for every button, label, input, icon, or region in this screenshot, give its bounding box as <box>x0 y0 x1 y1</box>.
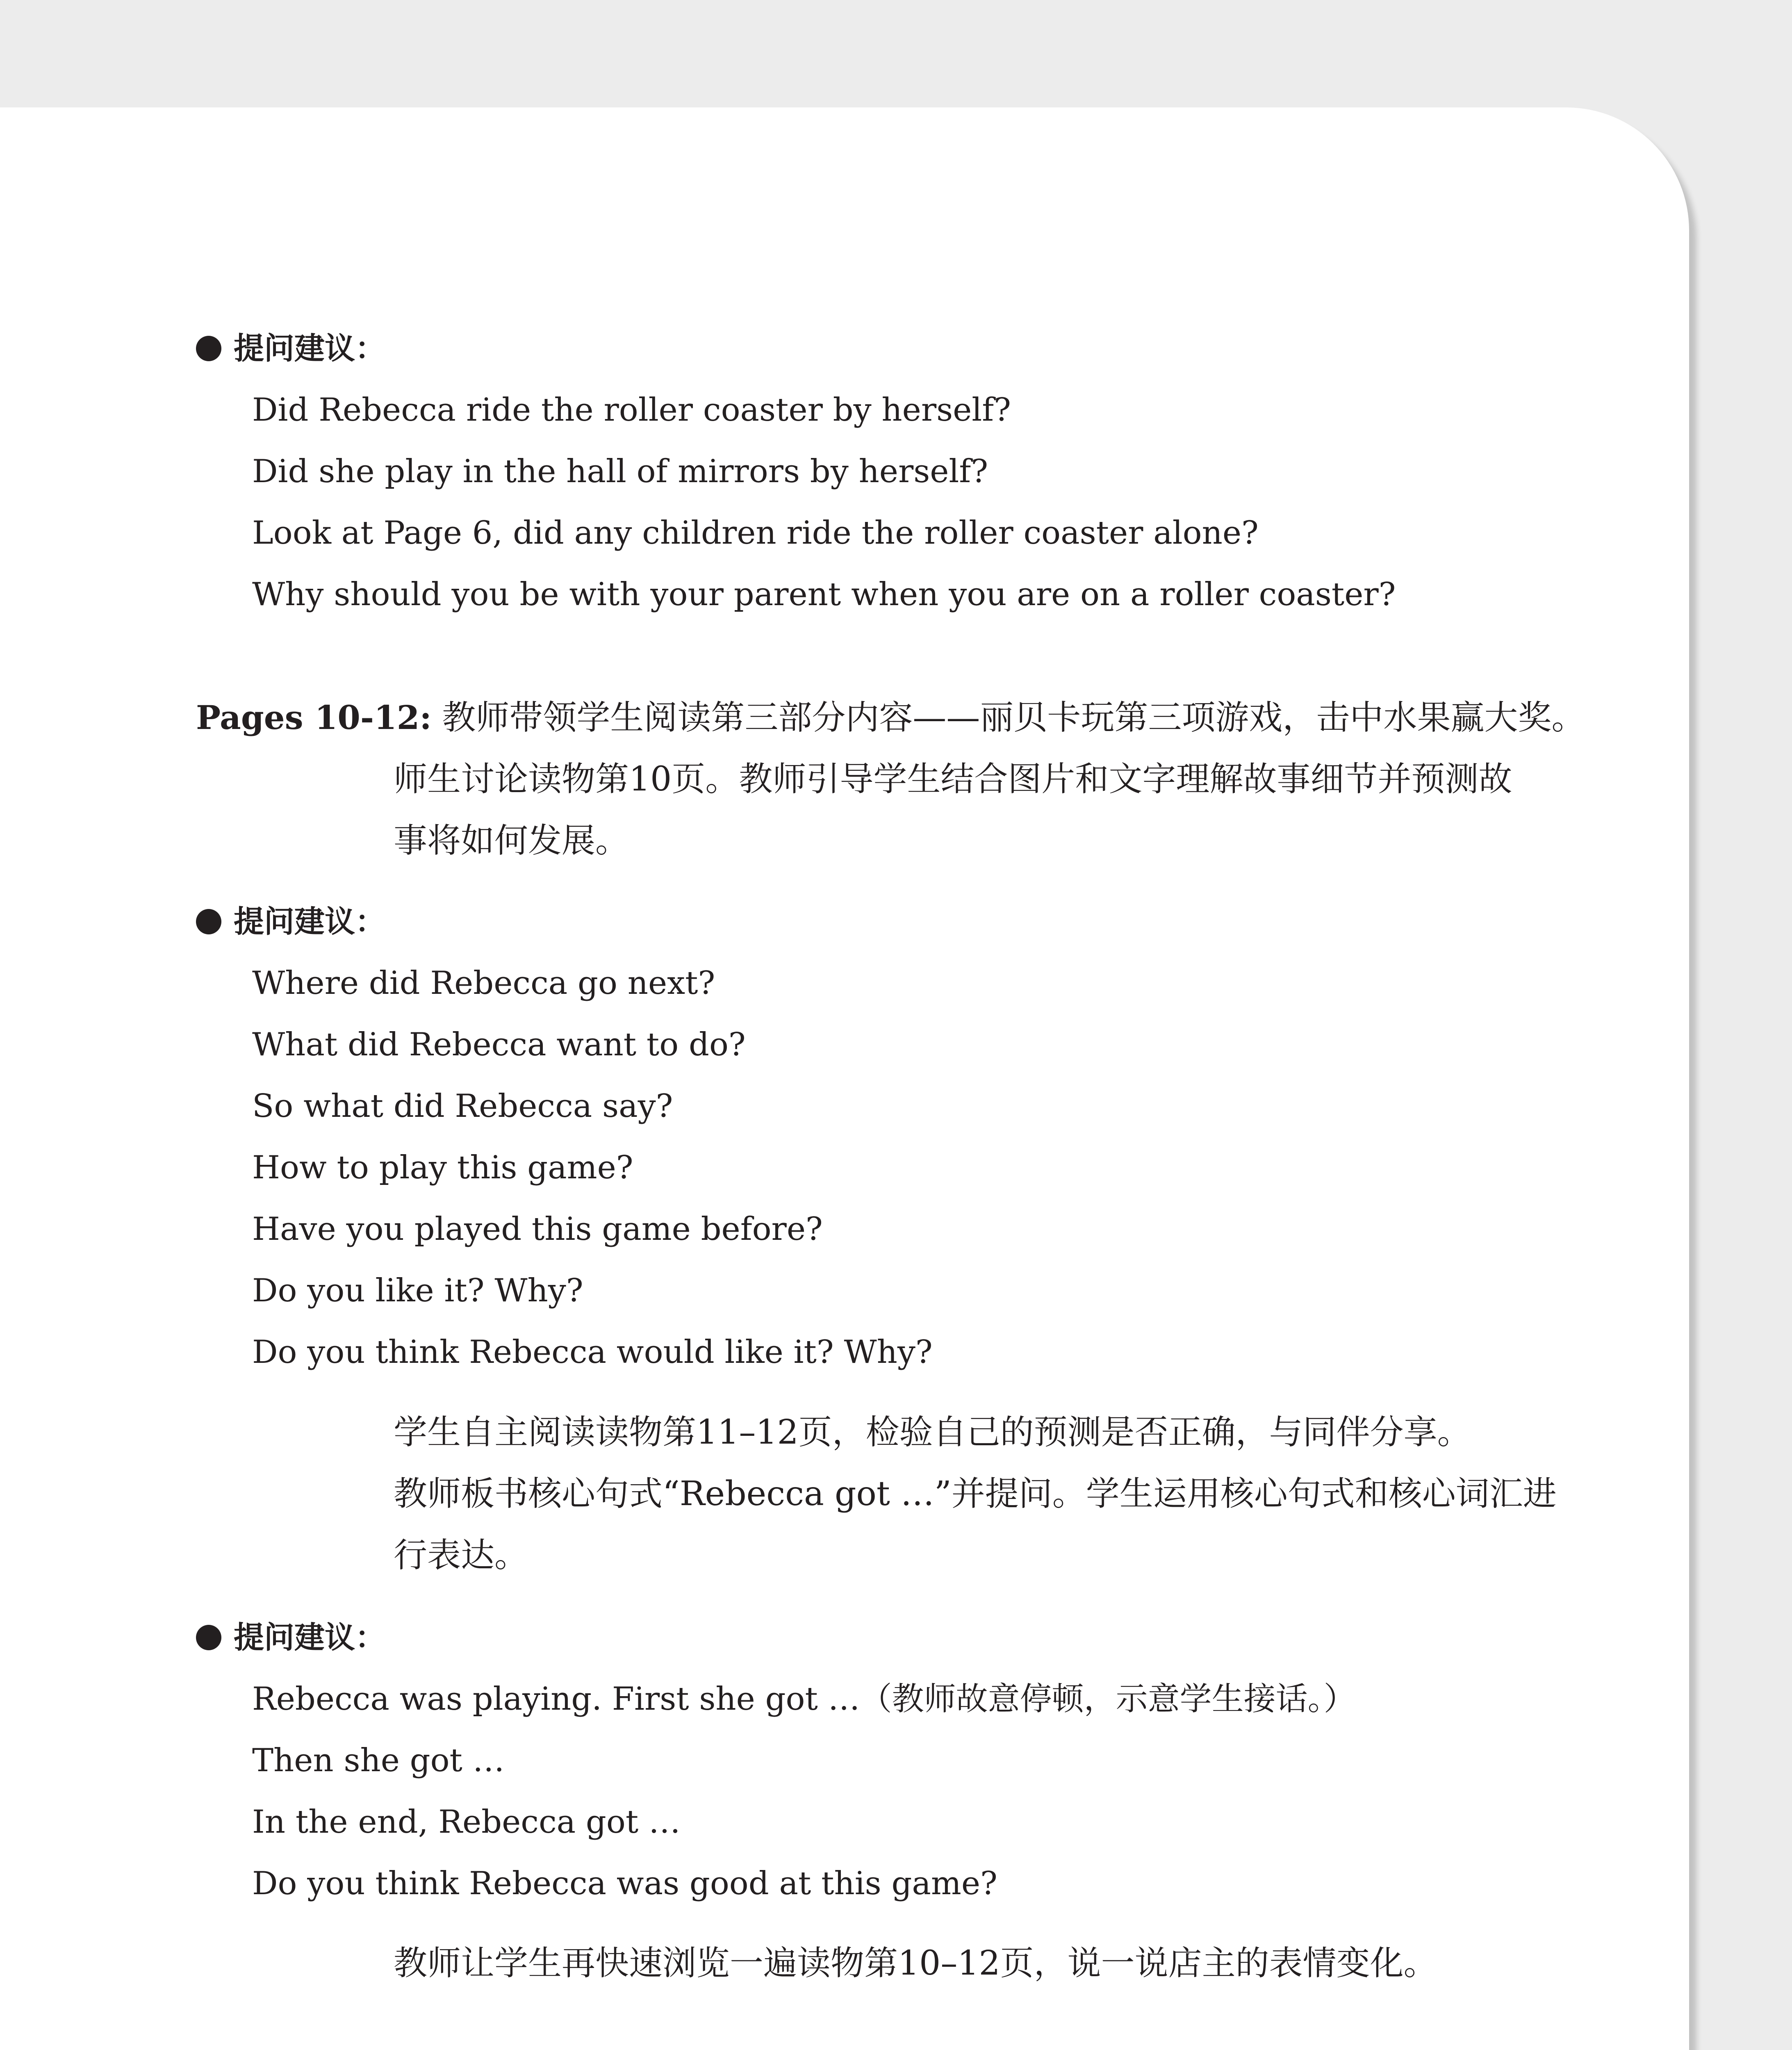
pages-10-12-paragraph <box>196 687 1585 872</box>
heading-text: 提问建议： <box>234 1620 385 1655</box>
pages-label: Pages 10-12: <box>196 698 432 737</box>
note-line: 行表达。 <box>394 1536 528 1575</box>
list-item: Have you played this game before? <box>252 1211 823 1248</box>
heading-text: 提问建议： <box>234 331 385 366</box>
list-item: In the end, Rebecca got … <box>252 1804 681 1840</box>
list-item: How to play this game? <box>252 1149 633 1186</box>
list-item: Do you think Rebecca would like it? Why? <box>252 1334 933 1371</box>
question-list <box>252 379 1396 625</box>
paragraph-line: 师生讨论读物第10页。教师引导学生结合图片和文字理解故事细节并预测故 <box>394 760 1512 799</box>
bullet-icon <box>196 909 221 934</box>
document-page <box>0 107 1689 2050</box>
bullet-icon <box>196 1625 221 1650</box>
section-heading <box>196 324 385 373</box>
list-item: Look at Page 6, did any children ride the roller coaster alone? <box>252 515 1259 551</box>
section-heading <box>196 1613 385 1662</box>
list-item: Do you think Rebecca was good at this game? <box>252 1865 997 1902</box>
list-item: So what did Rebecca say? <box>252 1088 673 1125</box>
bullet-icon <box>196 336 221 361</box>
list-item: Did Rebecca ride the roller coaster by herself? <box>252 392 1011 428</box>
list-item: Why should you be with your parent when you are on a roller coaster? <box>252 576 1396 613</box>
list-item: Rebecca was playing. First she got …（教师故意停顿，示意学生接话。） <box>252 1681 1356 1717</box>
teacher-note <box>394 1402 1557 1586</box>
list-item: What did Rebecca want to do? <box>252 1026 746 1063</box>
paragraph-line: 事将如何发展。 <box>394 821 629 860</box>
question-list <box>252 952 933 1383</box>
paragraph-line: 教师带领学生阅读第三部分内容——丽贝卡玩第三项游戏，击中水果赢大奖。 <box>442 698 1585 737</box>
question-list <box>252 1668 1356 1914</box>
note-line: 学生自主阅读读物第11–12页，检验自己的预测是否正确，与同伴分享。 <box>394 1413 1471 1452</box>
note-line: 教师板书核心句式“Rebecca got …”并提问。学生运用核心句式和核心词汇进 <box>394 1474 1557 1513</box>
list-item: Do you like it? Why? <box>252 1272 583 1309</box>
list-item: Where did Rebecca go next? <box>252 965 715 1002</box>
section-heading <box>196 897 385 946</box>
teacher-note <box>394 1933 1437 1994</box>
heading-text: 提问建议： <box>234 904 385 939</box>
list-item: Did she play in the hall of mirrors by herself? <box>252 453 988 490</box>
note-line: 教师让学生再快速浏览一遍读物第10–12页，说一说店主的表情变化。 <box>394 1944 1437 1983</box>
list-item: Then she got … <box>252 1742 505 1779</box>
